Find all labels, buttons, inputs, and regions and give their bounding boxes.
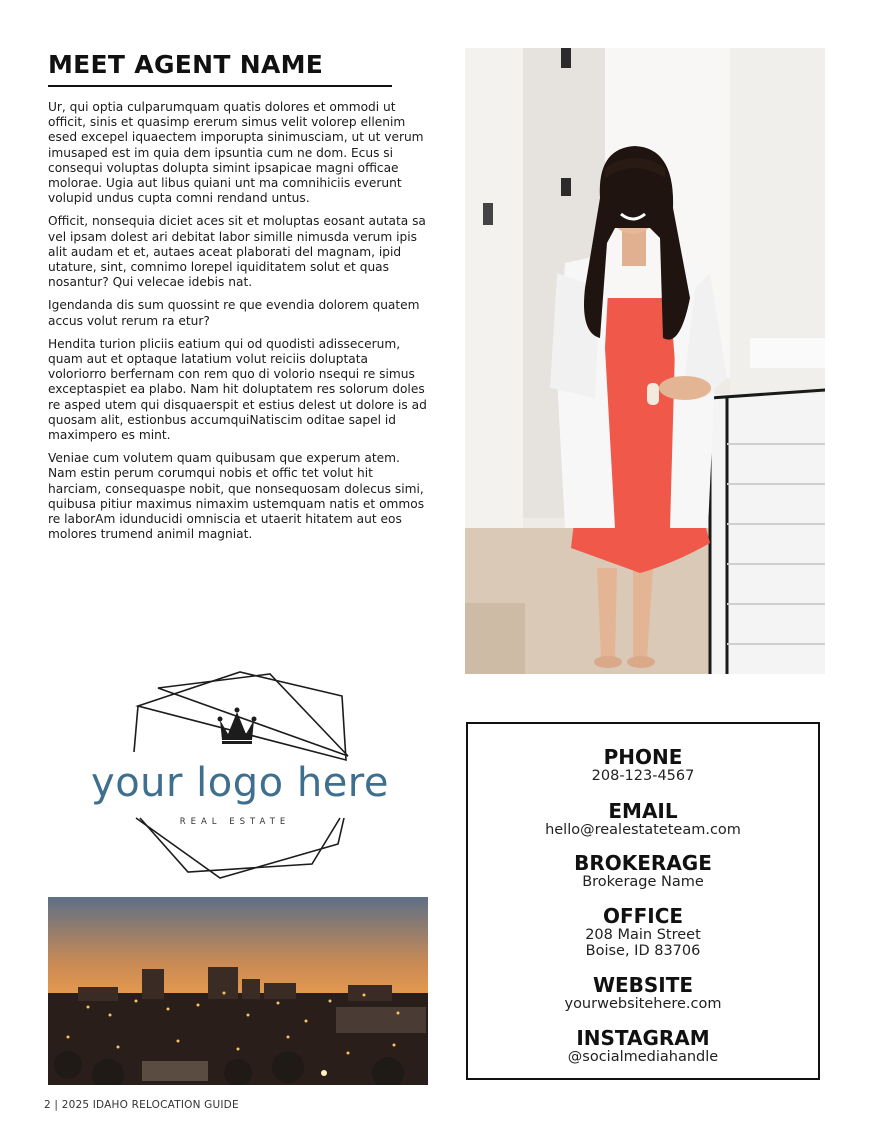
page-title: MEET AGENT NAME [48,50,392,87]
agent-photo [465,48,825,674]
bio-paragraph: Hendita turion pliciis eatium qui od quodisti adissecerum, quam aut et optaque latatium volut reiciis doluptata voloriorro berfernam con rem quo di volorio nsequi re simus exceptaspiet ea plabo. Nam hit doluptatem res solorum doles re asped utem qui disquaerspit et estius delest ut dolore is ad quosam alit, estionbus accumquiNatiscim oditae sapel id maximpero es mint. [48,336,427,443]
email-value[interactable]: hello@realestateteam.com [545,822,741,838]
contact-instagram [468,1027,818,1065]
website-label: WEBSITE [592,973,694,997]
bio-paragraph: Ur, qui optia culparumquam quatis dolores et ommodi ut officit, sinis et quasimp ererum simus velit volorep ellenim esed excepel iquaectem imporupta sinimusciam, ut ut verum imusaped est im quia dem ipsuntia cum ne dom. Ecus si consequi voluptas dolupta simint ipsapicae magni officae molorae. Ugia aut libus quiani unt ma comnihiciis everunt volupid undus cupta comni rendand untus. [48,100,424,206]
page-footer: 2 | 2025 IDAHO RELOCATION GUIDE [44,1099,239,1111]
brokerage-label: BROKERAGE [574,851,712,875]
brand-logo [80,668,400,883]
contact-phone [468,746,818,784]
contact-brokerage [468,852,818,890]
agent-bio [48,100,428,550]
crown-icon [218,708,257,745]
contact-office [468,905,818,959]
logo-text: your logo here [91,760,389,806]
website-value[interactable]: yourwebsitehere.com [564,996,722,1012]
phone-label: PHONE [603,745,683,769]
instagram-value[interactable]: @socialmediahandle [567,1049,719,1065]
city-skyline-photo [48,897,428,1085]
office-label: OFFICE [602,904,684,928]
office-value: 208 Main Street Boise, ID 83706 [585,927,701,959]
instagram-label: INSTAGRAM [576,1026,710,1050]
bio-paragraph: Veniae cum volutem quam quibusam que experum atem. Nam estin perum corumqui nobis et offic tet volut hit harciam, consequaspe nobit, que nonsequosam dolecus simi, quibusa pitiur maximus nimaxim ustemquam natis et ommos re laborAm idunducidi omniscia et utaerit hitatem aut eos molores trumend animil magniat. [48,451,425,542]
bio-paragraph: Igendanda dis sum quossint re que evendia dolorem quatem accus volut rerum ra etur? [48,298,420,328]
logo-subtext: REAL ESTATE [179,817,291,827]
phone-value[interactable]: 208-123-4567 [591,768,695,784]
email-label: EMAIL [608,799,678,823]
contact-box [466,722,820,1080]
contact-email [468,800,818,838]
bio-paragraph: Officit, nonsequia diciet aces sit et moluptas eosant autata sa vel ipsam dolest ari debitat labor simille nimusda verum ipis alit audam et et, autaes aceat plaborati del magnam, ipid utature, sint, comnimo lorepel iquiditatem solut et quas nosantur? Qui velecae idebis nat. [48,214,426,290]
brokerage-value: Brokerage Name [582,874,704,890]
contact-website [468,974,818,1012]
